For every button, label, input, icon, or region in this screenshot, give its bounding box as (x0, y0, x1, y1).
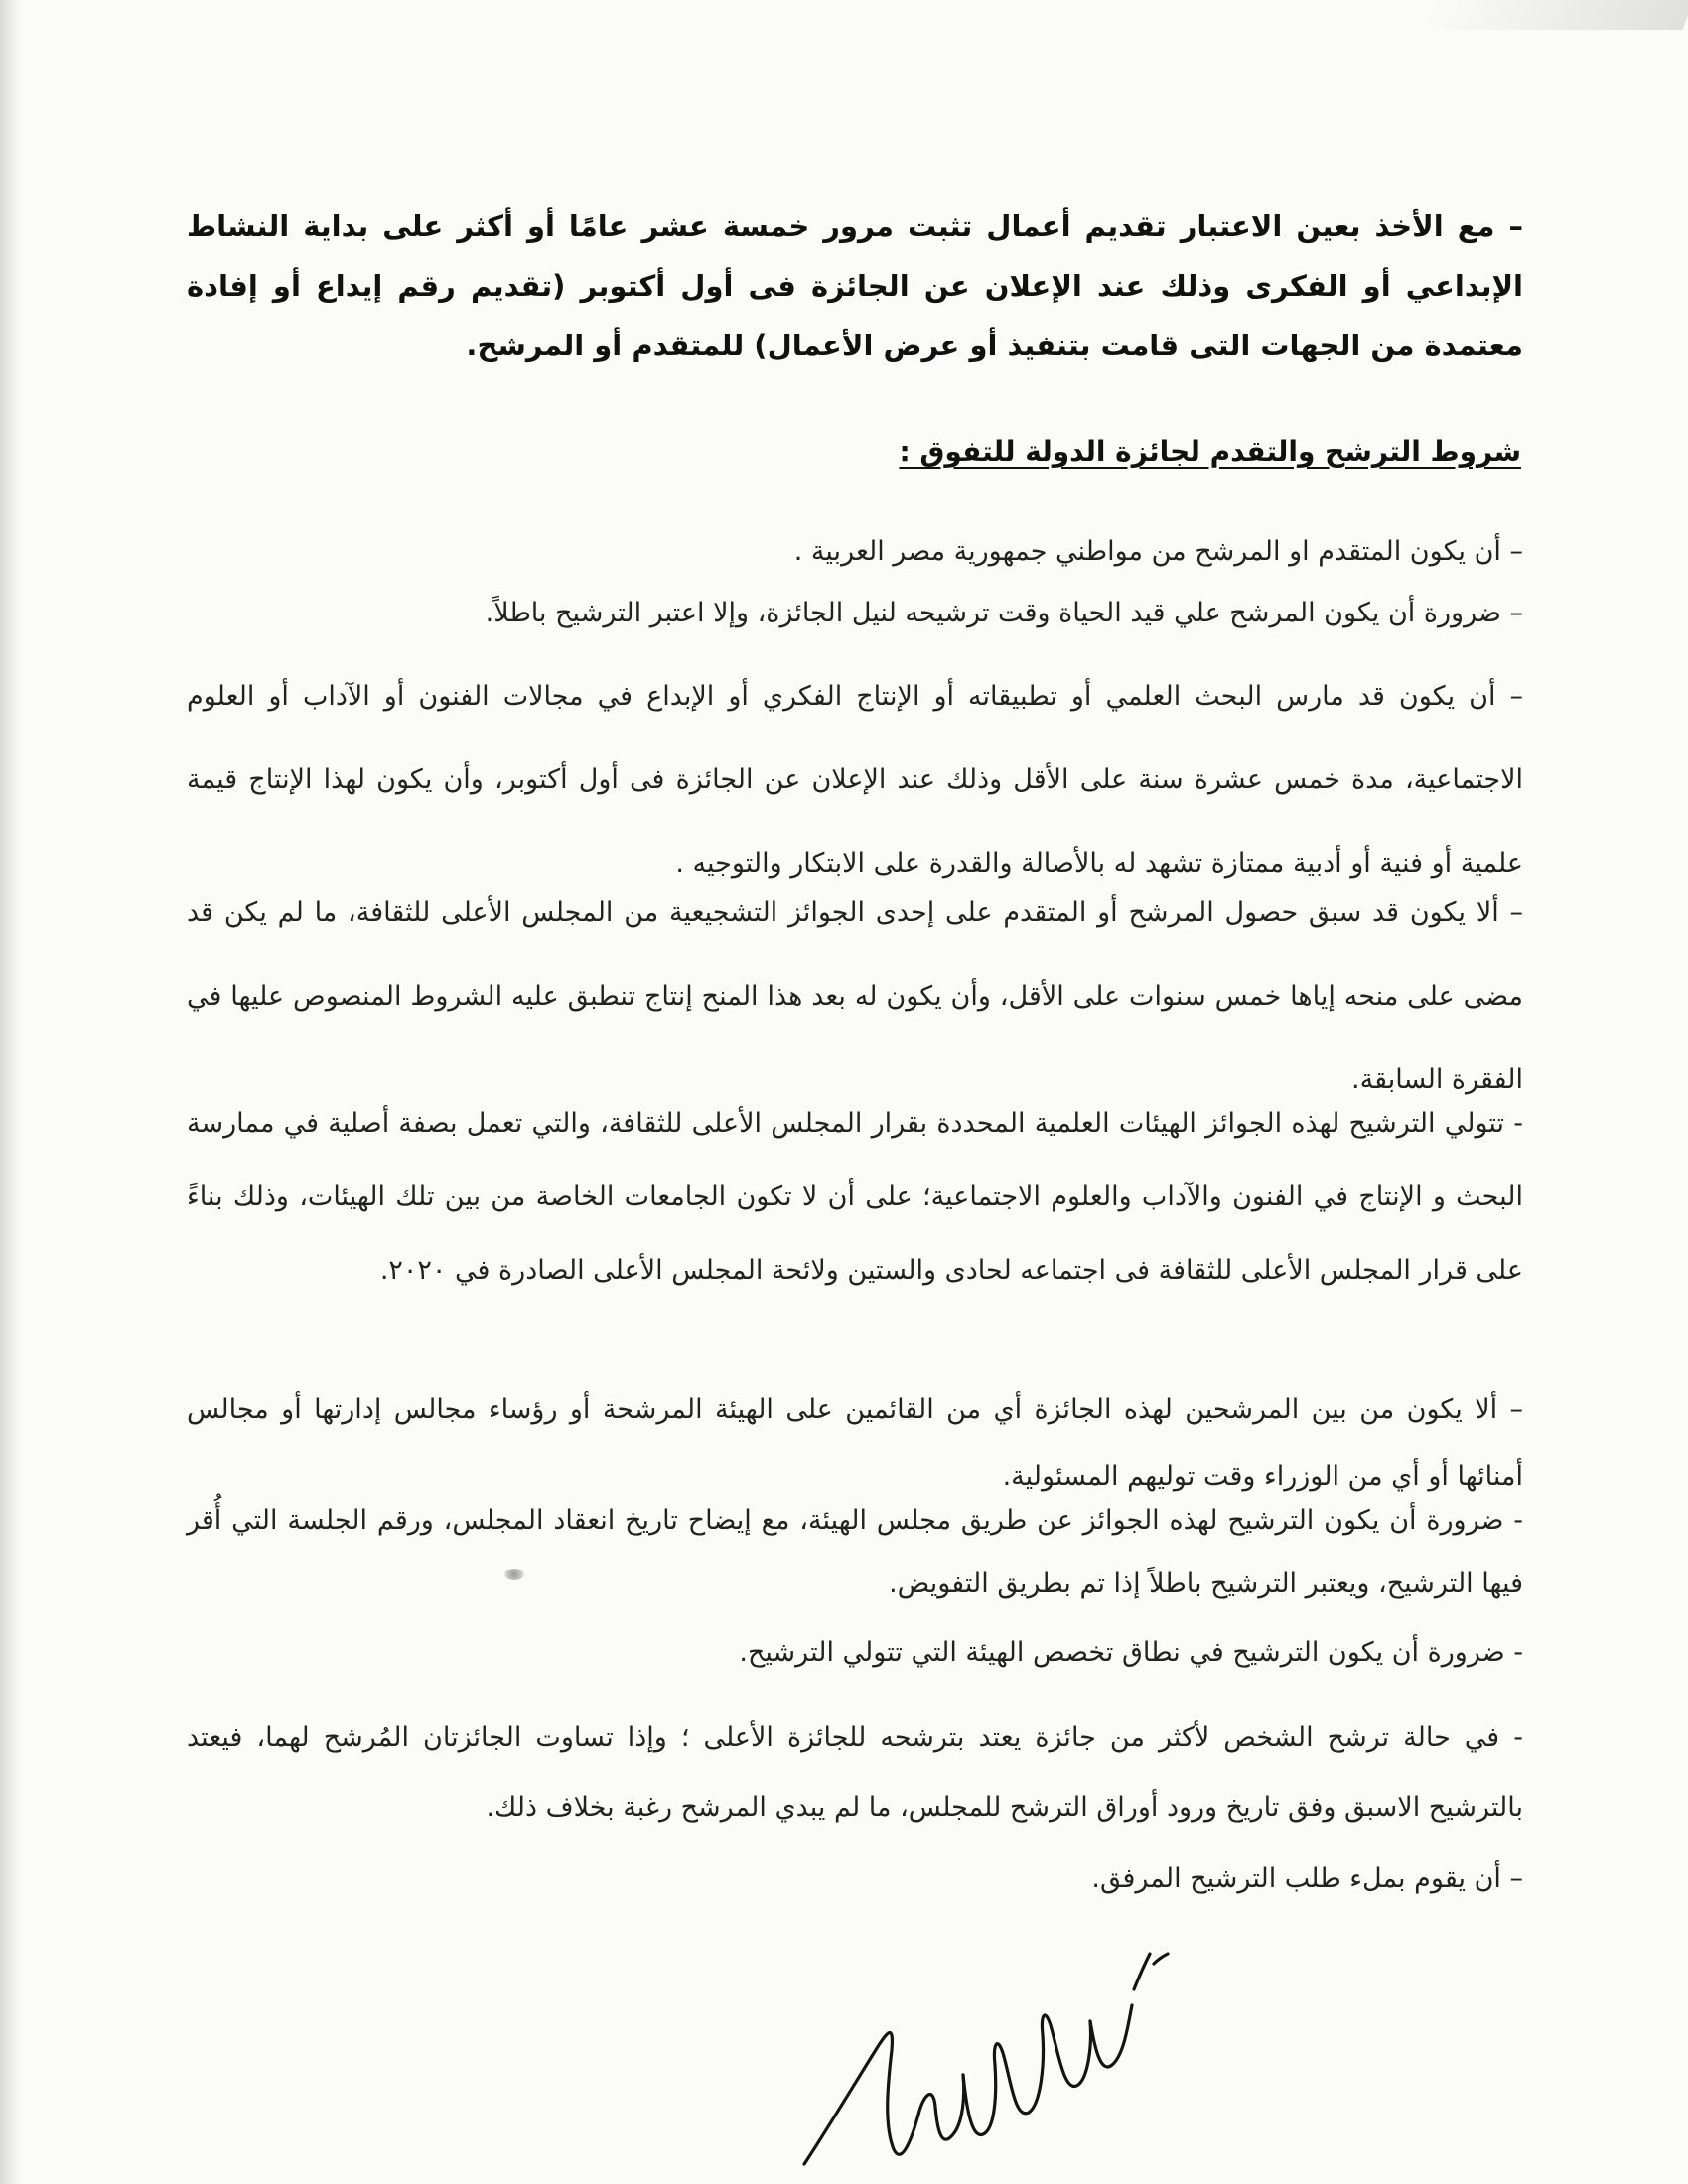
condition-item: – أن يكون المتقدم او المرشح من مواطني جمهورية مصر العربية . (793, 536, 1523, 567)
condition-item: – ألا يكون قد سبق حصول المرشح أو المتقدم على إحدى الجوائز التشجيعية من المجلس الأعلى للثقافة، ما لم يكن قد مضى على منحه إياها خمس سنوات على الأقل، وأن يكون له بعد هذا المنح إنتاج تنطبق عليه الشروط المنصوص عليها في الفقرة السابقة. (187, 897, 1523, 1095)
condition-item: – ألا يكون من بين المرشحين لهذه الجائزة أي من القائمين على الهيئة المرشحة أو رؤساء مجالس إدارتها أو مجالس أمنائها أو أي من الوزراء وقت توليهم المسئولية. (187, 1394, 1523, 1492)
section-heading: شروط الترشح والتقدم لجائزة الدولة للتفوق : (899, 435, 1521, 468)
intro-paragraph: – مع الأخذ بعين الاعتبار تقديم أعمال تثبت مرور خمسة عشر عامًا أو أكثر على بداية النشاط الإبداعي أو الفكرى وذلك عند الإعلان عن الجائزة فى أول أكتوبر (تقديم رقم إيداع أو إفادة معتمدة من الجهات التى قامت بتنفيذ أو عرض الأعمال) للمتقدم أو المرشح. (187, 209, 1523, 362)
condition-item: - تتولي الترشيح لهذه الجوائز الهيئات العلمية المحددة بقرار المجلس الأعلى للثقافة، والتي تعمل بصفة أصلية في ممارسة البحث و الإنتاج في الفنون والآداب والعلوم الاجتماعية؛ على أن لا تكون الجامعات الخاصة من بين تلك الهيئات، وذلك بناءً على قرار المجلس الأعلى للثقافة فى اجتماعه لحادى والستين ولائحة المجلس الأعلى الصادرة في ٢٠٢٠. (187, 1108, 1523, 1286)
condition-item: – أن يقوم بملء طلب الترشيح المرفق. (1091, 1863, 1523, 1894)
condition-item: - في حالة ترشح الشخص لأكثر من جائزة يعتد بترشحه للجائزة الأعلى ؛ وإذا تساوت الجائزتان المُرشح لهما، فيعتد بالترشيح الاسبق وفق تاريخ ورود أوراق الترشح للمجلس، ما لم يبدي المرشح رغبة بخلاف ذلك. (187, 1722, 1523, 1823)
condition-item: - ضرورة أن يكون الترشيح لهذه الجوائز عن طريق مجلس الهيئة، مع إيضاح تاريخ انعقاد المجلس، ورقم الجلسة التي أُقر فيها الترشيح، ويعتبر الترشيح باطلاً إذا تم بطريق التفويض. (187, 1505, 1523, 1599)
signature-icon (784, 1936, 1201, 2174)
condition-item: – أن يكون قد مارس البحث العلمي أو تطبيقاته أو الإنتاج الفكري أو الإبداع في مجالات الفنون أو الآداب أو العلوم الاجتماعية، مدة خمس عشرة سنة على الأقل وذلك عند الإعلان عن الجائزة فى أول أكتوبر، وأن يكون لهذا الإنتاج قيمة علمية أو فنية أو أدبية ممتازة تشهد له بالأصالة والقدرة على الابتكار والتوجيه . (187, 681, 1523, 879)
condition-item: - ضرورة أن يكون الترشيح في نطاق تخصص الهيئة التي تتولي الترشيح. (739, 1637, 1523, 1668)
condition-item: – ضرورة أن يكون المرشح علي قيد الحياة وقت ترشيحه لنيل الجائزة، وإلا اعتبر الترشيح باطلاً. (485, 598, 1523, 628)
